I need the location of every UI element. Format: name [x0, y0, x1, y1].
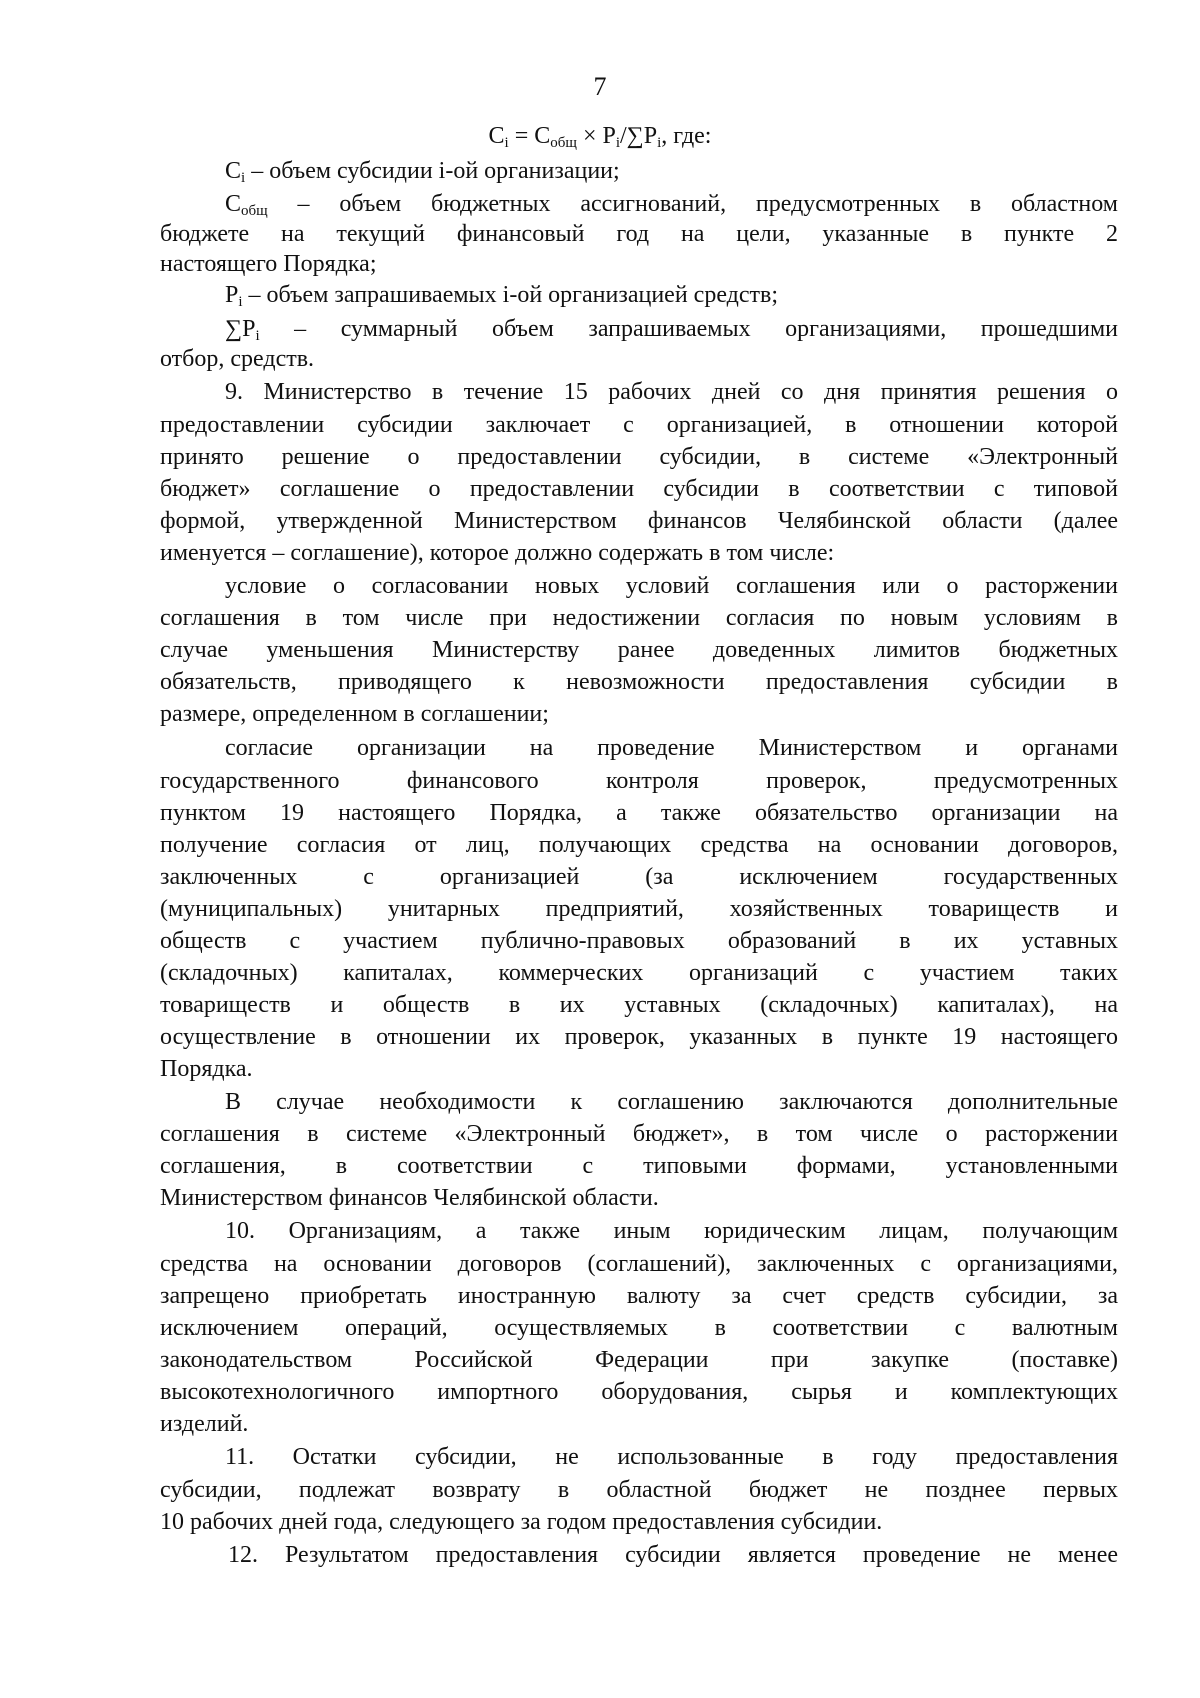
text-line: случае уменьшения Министерству ранее доведенных лимитов бюджетных [160, 637, 1118, 663]
text-line: товариществ и обществ в их уставных (складочных) капиталах), на [160, 992, 1118, 1018]
formula-eq: = C [508, 123, 551, 149]
text-line: обязательств, приводящего к невозможности предоставления субсидии в [160, 669, 1118, 695]
text-line: 10. Организациям, а также иным юридическим лицам, получающим [225, 1218, 1118, 1244]
def-ci-text: – объем субсидии i-ой организации; [245, 158, 620, 184]
text-line: Порядка. [160, 1056, 253, 1082]
def-ci-symbol: C [225, 158, 242, 184]
text-line: именуется – соглашение), которое должно содержать в том числе: [160, 540, 835, 566]
formula-total-sub: общ [550, 135, 577, 151]
text-line: В случае необходимости к соглашению заключаются дополнительные [225, 1089, 1118, 1115]
formula-pi2-sub: i [657, 135, 662, 151]
text-line: соглашения в том числе при недостижении согласия по новым условиям в [160, 605, 1118, 631]
text-line: 9. Министерство в течение 15 рабочих дней со дня принятия решения о [225, 379, 1118, 405]
text-line: законодательством Российской Федерации при закупке (поставке) [160, 1347, 1118, 1373]
text-line: средства на основании договоров (соглашений), заключенных с организациями, [160, 1251, 1118, 1277]
text-line: Министерством финансов Челябинской области. [160, 1185, 659, 1211]
text-line: принято решение о предоставлении субсидии, в системе «Электронный [160, 444, 1118, 470]
text-line: 11. Остатки субсидии, не использованные в году предоставления [225, 1444, 1118, 1470]
text-line: субсидии, подлежат возврату в областной бюджет не позднее первых [160, 1477, 1118, 1503]
text-line: предоставлении субсидии заключает с организацией, в отношении которой [160, 412, 1118, 438]
formula-ci: C [488, 123, 505, 149]
formula-times: × P [576, 123, 616, 149]
text-line: запрещено приобретать иностранную валюту за счет средств субсидии, за [160, 1283, 1118, 1309]
def-sum-text: – суммарный объем запрашиваемых организациями, прошедшими [259, 316, 1118, 342]
text-line: 12. Результатом предоставления субсидии является проведение не менее [228, 1542, 1118, 1568]
formula-ci-sub: i [504, 135, 509, 151]
text-line: формой, утвержденной Министерством финансов Челябинской области (далее [160, 508, 1118, 534]
formula [0, 121, 1200, 158]
text-line: размере, определенном в соглашении; [160, 701, 549, 727]
text-line: изделий. [160, 1411, 249, 1437]
def-total-text: – объем бюджетных ассигнований, предусмотренных в областном [267, 191, 1118, 217]
formula-tail: , где: [661, 123, 712, 149]
text-line: (складочных) капиталах, коммерческих организаций с участием таких [160, 960, 1118, 986]
def-pi-sub: i [238, 294, 243, 310]
text-line: пунктом 19 настоящего Порядка, а также обязательство организации на [160, 800, 1118, 826]
text-line: исключением операций, осуществляемых в соответствии с валютным [160, 1315, 1118, 1341]
text-line: государственного финансового контроля проверок, предусмотренных [160, 768, 1118, 794]
def-pi-text: – объем запрашиваемых i-ой организацией средств; [242, 282, 779, 308]
text-line: согласие организации на проведение Министерством и органами [225, 735, 1118, 761]
text-line: бюджет» соглашение о предоставлении субсидии в соответствии с типовой [160, 476, 1118, 502]
def-total-line-2: бюджете на текущий финансовый год на цели, указанные в пункте 2 [160, 221, 1118, 247]
def-pi-symbol: P [225, 282, 239, 308]
text-line: (муниципальных) унитарных предприятий, хозяйственных товариществ и [160, 896, 1118, 922]
def-total-symbol: C [225, 191, 242, 217]
def-total-line-3: настоящего Порядка; [160, 251, 377, 277]
def-total-sub: общ [241, 203, 268, 219]
text-line: высокотехнологичного импортного оборудования, сырья и комплектующих [160, 1379, 1118, 1405]
page-number: 7 [593, 72, 607, 101]
def-sum-line-2: отбор, средств. [160, 346, 315, 372]
formula-pi-sub: i [615, 135, 620, 151]
def-sum-sub: i [255, 328, 260, 344]
def-sum-symbol: ∑P [225, 316, 256, 342]
text-line: 10 рабочих дней года, следующего за годом предоставления субсидии. [160, 1509, 883, 1535]
formula-div: /∑P [620, 123, 658, 149]
def-pi [225, 280, 1118, 317]
text-line: условие о согласовании новых условий соглашения или о расторжении [225, 573, 1118, 599]
text-line: обществ с участием публично-правовых образований в их уставных [160, 928, 1118, 954]
def-ci [225, 156, 1118, 193]
text-line: получение согласия от лиц, получающих средства на основании договоров, [160, 832, 1118, 858]
def-ci-sub: i [241, 170, 246, 186]
text-line: соглашения, в соответствии с типовыми формами, установленными [160, 1153, 1118, 1179]
text-line: соглашения в системе «Электронный бюджет», в том числе о расторжении [160, 1121, 1118, 1147]
text-line: осуществление в отношении их проверок, указанных в пункте 19 настоящего [160, 1024, 1118, 1050]
text-line: заключенных с организацией (за исключением государственных [160, 864, 1118, 890]
